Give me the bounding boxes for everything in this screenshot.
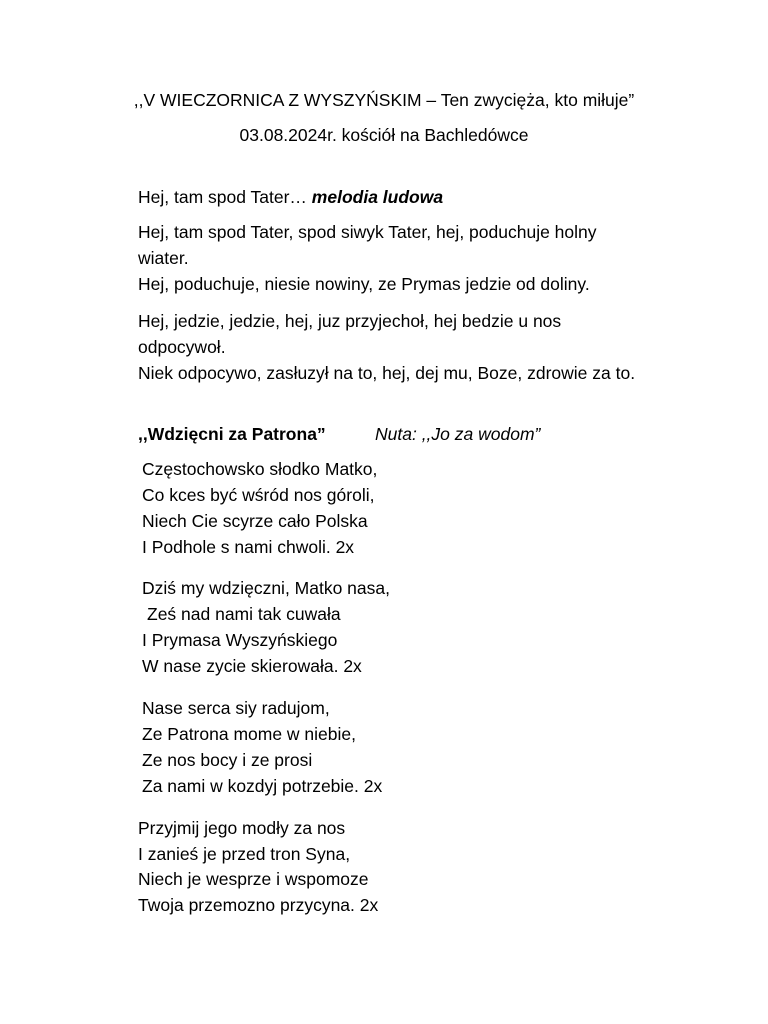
event-title: ,,V WIECZORNICA Z WYSZYŃSKIM – Ten zwycięża, kto miłuje”	[133, 90, 635, 110]
song1-melody: melodia ludowa	[311, 187, 444, 207]
stanza1-line: Co kces być wśród nos góroli,	[142, 485, 375, 505]
stanza1-line: Niech Cie scyrze cało Polska	[142, 511, 368, 531]
song1-heading	[138, 184, 443, 210]
stanza2-line: I Prymasa Wyszyńskiego	[142, 630, 338, 650]
stanza4-line: Przyjmij jego modły za nos	[138, 818, 346, 838]
stanza1-line: I Podhole s nami chwoli. 2x	[142, 537, 355, 557]
song2-tune: Nuta: ,,Jo za wodom”	[375, 424, 541, 444]
stanza1-line: Częstochowsko słodko Matko,	[142, 459, 378, 479]
song1-line: Hej, jedzie, jedzie, hej, juz przyjechoł, hej bedzie u nos	[138, 311, 562, 331]
song1-line: wiater.	[138, 248, 189, 268]
song2-title: ,,Wdzięcni za Patrona”	[138, 424, 326, 444]
event-date-place: 03.08.2024r. kościół na Bachledówce	[239, 125, 529, 145]
song1-line: odpocywoł.	[138, 337, 226, 357]
stanza4-line: Twoja przemozno przycyna. 2x	[138, 895, 379, 915]
stanza2-line: Ześ nad nami tak cuwała	[147, 604, 341, 624]
song1-line: Hej, tam spod Tater, spod siwyk Tater, hej, poduchuje holny	[138, 222, 597, 242]
stanza3-line: Ze Patrona mome w niebie,	[142, 724, 356, 744]
song1-line: Hej, poduchuje, niesie nowiny, ze Prymas jedzie od doliny.	[138, 274, 590, 294]
stanza3-line: Ze nos bocy i ze prosi	[142, 750, 313, 770]
stanza2-line: W nase zycie skierowała. 2x	[142, 656, 362, 676]
stanza2-line: Dziś my wdzięczni, Matko nasa,	[142, 578, 390, 598]
song1-line: Niek odpocywo, zasłuzył na to, hej, dej mu, Boze, zdrowie za to.	[138, 363, 636, 383]
stanza3-line: Nase serca siy radujom,	[142, 698, 330, 718]
song1-title: Hej, tam spod Tater…	[138, 187, 307, 207]
stanza4-line: Niech je wesprze i wspomoze	[138, 869, 369, 889]
stanza3-line: Za nami w kozdyj potrzebie. 2x	[142, 776, 383, 796]
stanza4-line: I zanieś je przed tron Syna,	[138, 844, 351, 864]
